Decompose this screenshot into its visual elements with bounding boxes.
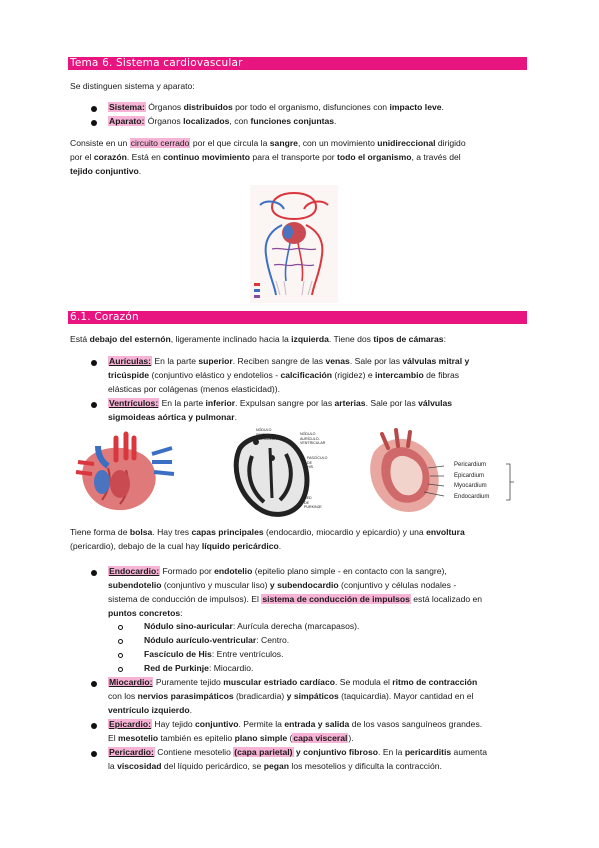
section-header-tema-6: Tema 6. Sistema cardiovascular xyxy=(68,57,527,70)
intro-text: Se distinguen sistema y aparato: xyxy=(70,81,195,91)
heart-anatomy-image xyxy=(68,428,198,516)
sub-bullet-circle xyxy=(118,667,123,672)
bullet-pericardio-line1: Pericardio: Contiene mesotelio (capa parietal) y conjuntivo fibroso. En la pericarditis aumenta xyxy=(109,747,487,757)
bullet-endocardio-line3: sistema de conducción de impulsos). El sistema de conducción de impulsos está localizado en xyxy=(108,594,483,604)
label-red-purkinje: RED DE PURKINJE xyxy=(304,496,322,509)
bullet-dot xyxy=(91,360,97,366)
bullet-auriculas-line1: Aurículas: En la parte superior. Reciben sangre de las venas. Sale por las válvulas mitral y xyxy=(109,356,470,366)
bullet-ventriculos-line2: sigmoideas aórtica y pulmonar. xyxy=(108,412,237,422)
bullet-dot xyxy=(91,723,97,729)
bullet-endocardio-line4: puntos concretos: xyxy=(108,608,183,618)
bullet-endocardio-line1: Endocardio: Formado por endotelio (epitelio plano simple - en contacto con la sangre), xyxy=(109,566,447,576)
sub-bullet-purkinje: Red de Purkinje: Miocardio. xyxy=(144,663,254,673)
sub-bullet-circle xyxy=(118,639,123,644)
label-pericardium: Pericardium xyxy=(454,462,487,468)
bullet-auriculas-line2: tricúspide (conjuntivo elástico y endotelios - calcificación (rigidez) e intercambio de fibras xyxy=(108,370,460,380)
bullet-aparato: Aparato: Órganos localizados, con funciones conjuntas. xyxy=(109,116,337,126)
label-myocardium: Myocardium xyxy=(454,483,487,489)
label-endocardium: Endocardium xyxy=(454,493,490,500)
bullet-dot xyxy=(91,120,97,126)
label-nodulo-av: NÓDULO AURÍCULO- VENTRICULAR xyxy=(300,432,326,445)
paragraph-circuito-line1: Consiste en un circuito cerrado por el que circula la sangre, con un movimiento unidireccional dirigido xyxy=(70,138,466,148)
layers-bracket-icon xyxy=(504,462,516,502)
paragraph-circuito-line3: tejido conjuntivo. xyxy=(70,166,142,176)
paragraph-bolsa-line1: Tiene forma de bolsa. Hay tres capas principales (endocardio, miocardio y epicardio) y una envoltura xyxy=(70,527,465,537)
sub-bullet-circle xyxy=(118,625,123,630)
bullet-dot xyxy=(91,751,97,757)
sub-bullet-auriculo-ventricular: Nódulo aurículo-ventricular: Centro. xyxy=(144,635,290,645)
bullet-miocardio-line2: con los nervios parasimpáticos (bradicardia) y simpáticos (taquicardia). Mayor cantidad en el xyxy=(108,691,474,701)
bullet-dot xyxy=(91,106,97,112)
bullet-dot xyxy=(91,402,97,408)
bullet-miocardio-line3: ventrículo izquierdo. xyxy=(108,705,193,715)
bullet-dot xyxy=(91,570,97,576)
label-epicardium: Epicardium xyxy=(454,472,485,479)
heart-wall-labels xyxy=(454,460,489,502)
paragraph-circuito-line2: por el corazón. Está en continuo movimiento para el transporte por todo el organismo, a través del xyxy=(70,152,461,162)
bullet-dot xyxy=(91,681,97,687)
bullet-ventriculos-line1: Ventrículos: En la parte inferior. Expulsan sangre por las arterias. Sale por las válvulas xyxy=(109,398,453,408)
sub-bullet-his: Fascículo de His: Entre ventrículos. xyxy=(144,649,284,659)
heart-wall-layers-image xyxy=(362,428,444,516)
bullet-pericardio-line2: la viscosidad del líquido pericárdico, se pegan los mesotelios y dificulta la contracción. xyxy=(108,761,442,771)
sub-bullet-circle xyxy=(118,653,123,658)
label-fasciculo-his: FASCÍCULO DE HIS xyxy=(307,456,328,469)
bullet-endocardio-line2: subendotelio (conjuntivo y muscular liso) y subendocardio (conjuntivo y células nodales - xyxy=(108,580,457,590)
circulation-diagram-image xyxy=(250,185,338,303)
bullet-miocardio-line1: Miocardio: Puramente tejido muscular estriado cardíaco. Se modula el ritmo de contracción xyxy=(109,677,478,687)
section-header-corazon: 6.1. Corazón xyxy=(68,311,527,324)
bullet-auriculas-line3: elásticas por colágenas (menos elasticidad)). xyxy=(108,384,280,394)
bullet-sistema: Sistema: Órganos distribuidos por todo el organismo, disfunciones con impacto leve. xyxy=(109,102,444,112)
bullet-epicardio-line1: Epicardio: Hay tejido conjuntivo. Permite la entrada y salida de los vasos sanguíneos grandes. xyxy=(109,719,483,729)
paragraph-esternon: Está debajo del esternón, ligeramente inclinado hacia la izquierda. Tiene dos tipos de cámaras: xyxy=(70,334,446,344)
label-nodulo-sa: NÓDULO SINO- AURICULAR xyxy=(256,428,277,441)
sub-bullet-sino-auricular: Nódulo sino-auricular: Aurícula derecha (marcapasos). xyxy=(144,621,360,631)
paragraph-bolsa-line2: (pericardio), debajo de la cual hay líquido pericárdico. xyxy=(70,541,282,551)
bullet-epicardio-line2: El mesotelio también es epitelio plano simple (capa visceral). xyxy=(108,733,354,743)
